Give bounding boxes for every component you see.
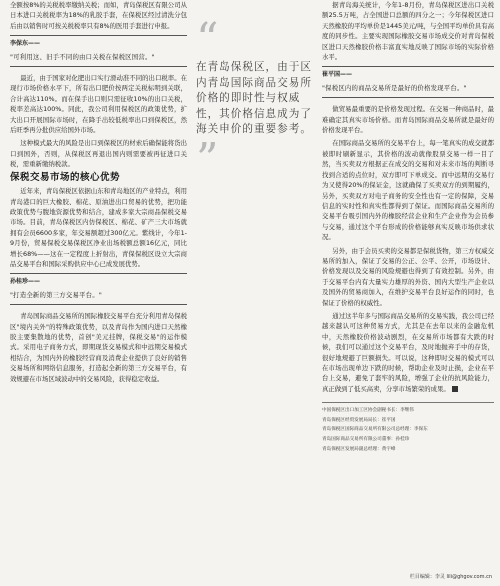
body-paragraph: 另外，由于会员买卖的交易都是保税货物，第三方权威交易所的加入，保证了交易的公正、公平、公开，市场设计、价格发现以及交易的风险规避也得到了有效控制。另外，由于交易平台内有大量实力雄厚的外资、国内大型生产企业以及国外的贸易商加入，在维护交易平台良好运作的同时，也保证了价格的权威性。 [322,246,494,307]
footnote: 青岛国际商品交易所有限公司董事：孙桂珍 [322,437,410,442]
body-paragraph [322,311,494,394]
pull-quote-box [10,273,187,305]
section-title: 保税交易市场的核心优势 [10,171,121,183]
right-column [322,0,494,454]
quote-text: "打造全新的第三方交易平台。" [10,290,102,299]
body-paragraph: 这种模式最大的风险是出口到保税区的材索后确保能将货出口到国外，否则，从保税区再退出国内则需要被再征进口关税，需重新缴纳税款。 [10,139,187,169]
footnote: 青岛保税区国际商品交易所有限公司总经理：李保东 [322,427,428,433]
editor-credit: 栏目编辑：李灵 lili@ghgov.com.cn [409,574,492,580]
end-mark-icon [452,386,458,392]
middle-pull-quote [196,14,314,185]
body-paragraph: 最近，由于国家对化肥出口实行滑动准不同的出口税率。在现行市场价格水平下，所有出口肥价按两定关税标明到关联，合计高达110%。而在保手出口则只需征收10%的出口关税，税率差高达100%。同此，我公司利用保税区的政策优势，扩大出口开展国际市场时，在降手出较低税率出口到保税区，然后旺季再分批供应给国外市场。 [10,74,187,135]
left-column [10,0,187,387]
pull-quote-text: 在青岛保税区，由于区内青岛国际商品交易所价格的即时性与权威性，其价格信息成为了海关申价的重要参考。 [196,61,312,136]
footnote: 青岛保税区经贸发展局局长：崔平国 [322,417,396,423]
body-paragraph-text: 通过这半年多与国际商品交易所的交易实践，我公司已经越来越认可这种贸易方式，尤其是在去年以来的金融危机中，天然橡胶价格波动剧烈，在交易所市场都有大跌的时候，我们可以通过这个交易平台，及时地抛弃手中的存货，很好地规避了巨额损失。可以说，这种即时交易的模式可以在市场出现单边下跌的时候，帮助企业及时止损，企业在平台上交易，避免了套牢的风险，增强了企业的抗风险能力，真正做到了低买高卖，分享市场繁荣的成果。 [322,311,494,393]
body-paragraph: 在国际商品交易所的交易平台上，每一笔真实的成交就都被即时刷新显示，其价格的波动就像股票交易一样一目了然，当买卖双方根据正在成交的交易和对未来市场的判断寻找到合适的点位时，双方即可下单成交。而中远期的交易行为又使得20%的保证金，这就确保了买卖双方的到期履约，另外，买卖双方对电子商务的安全性也有一定的保障，交易信息的实时性和真实性都得到了保证。而国际商品交易所的交易平台吸引国内外的橡胶经营企业和生产企业作为会员参与交易，通过这个平台形成的价格能够真实反映市场供求状况。 [322,139,494,242]
footnotes [322,402,494,454]
quote-speaker: 孙桂珍—— [10,278,41,286]
pull-quote-box [322,66,494,98]
body-paragraph: 做贸易最重要的是价格发现过程。在交易一种商品时，最难确定其真实市场价格。而青岛国际商品交易所就是最好的价格发现平台。 [322,105,494,135]
intro-paragraph: 全额按8%的关税税率缴纳关税；而如，青岛保税区有限公司从日本进口关税税率为18%的乳胶手套，在保税区经过清洗分包后由以销售时可按关税税率只有8%的医用手套进行申报。 [10,1,187,30]
body-paragraph: 青岛国际商品交易所的国际橡胶交易平台充分利用青岛保税区"境内关外"的特殊政策优势，以及青岛作为国内进口天然橡胶主要集散地的优势，首创"美元挂牌，保税交易"的运作模式。采用电子商务方式，即期现货交易模式和中远期交易模式相结合，为国内外的橡胶经营商及消费企业提供了良好的销售交易场所和网络信息服务，打造起全新的第三方交易平台，有效规避在市场区域波动中的交易风险，获得稳定收益。 [10,312,187,383]
quote-text: "保税区内的商品交易所是最好的价格发现平台。" [322,83,467,92]
quote-speaker: 崔平国—— [322,71,353,79]
body-paragraph: 近年来，青岛保税区依据山东和青岛地区的产业特点，利用青岛港口的巨大橡胶、棉花、原油进出口贸易的优势，把功能政策优势与腹地资源优势和结合，建成多家大宗商品保税交易市场。目前，青岛保税区内仿保税区、棉花、矿产三大市场就拥有会员6600多家，年交易额超过300亿元。紫线计，今年1-9月份，贸易保税交易保税区净业出场税额总额16亿元，同比增长68%——这在一定程度上折射出，青保保税区设立大宗商品交易平台和国际采购供应中心已成发展优势。 [10,187,187,268]
footnote: 中国保税区出口加工区协会副秘书长：李继伟 [322,408,414,414]
footnote: 青岛保税区发展局副总经理：黄宇峰 [322,446,396,452]
quote-text: "可利用这、旧手不同的由口关税在保税区国营。" [10,52,155,61]
pull-quote-box [10,35,187,67]
intro-paragraph: 据青岛海关统计，今年1-8月份，青岛保税区进出口关税额25.5万吨，占全国进口总额的四分之一；今年保税区进口天然橡胶的平均单价是1445美元/吨，与全国平均单价具有高度的同步性。主要实现国际橡胶交易市场成交价对青岛保税区进口天然橡胶价格丰富直实地反映了国际市场的实际价格水平。 [322,1,494,62]
close-quote-mark: ” [196,133,219,185]
open-quote-mark: “ [196,14,219,65]
quote-speaker: 李保东—— [10,40,41,48]
